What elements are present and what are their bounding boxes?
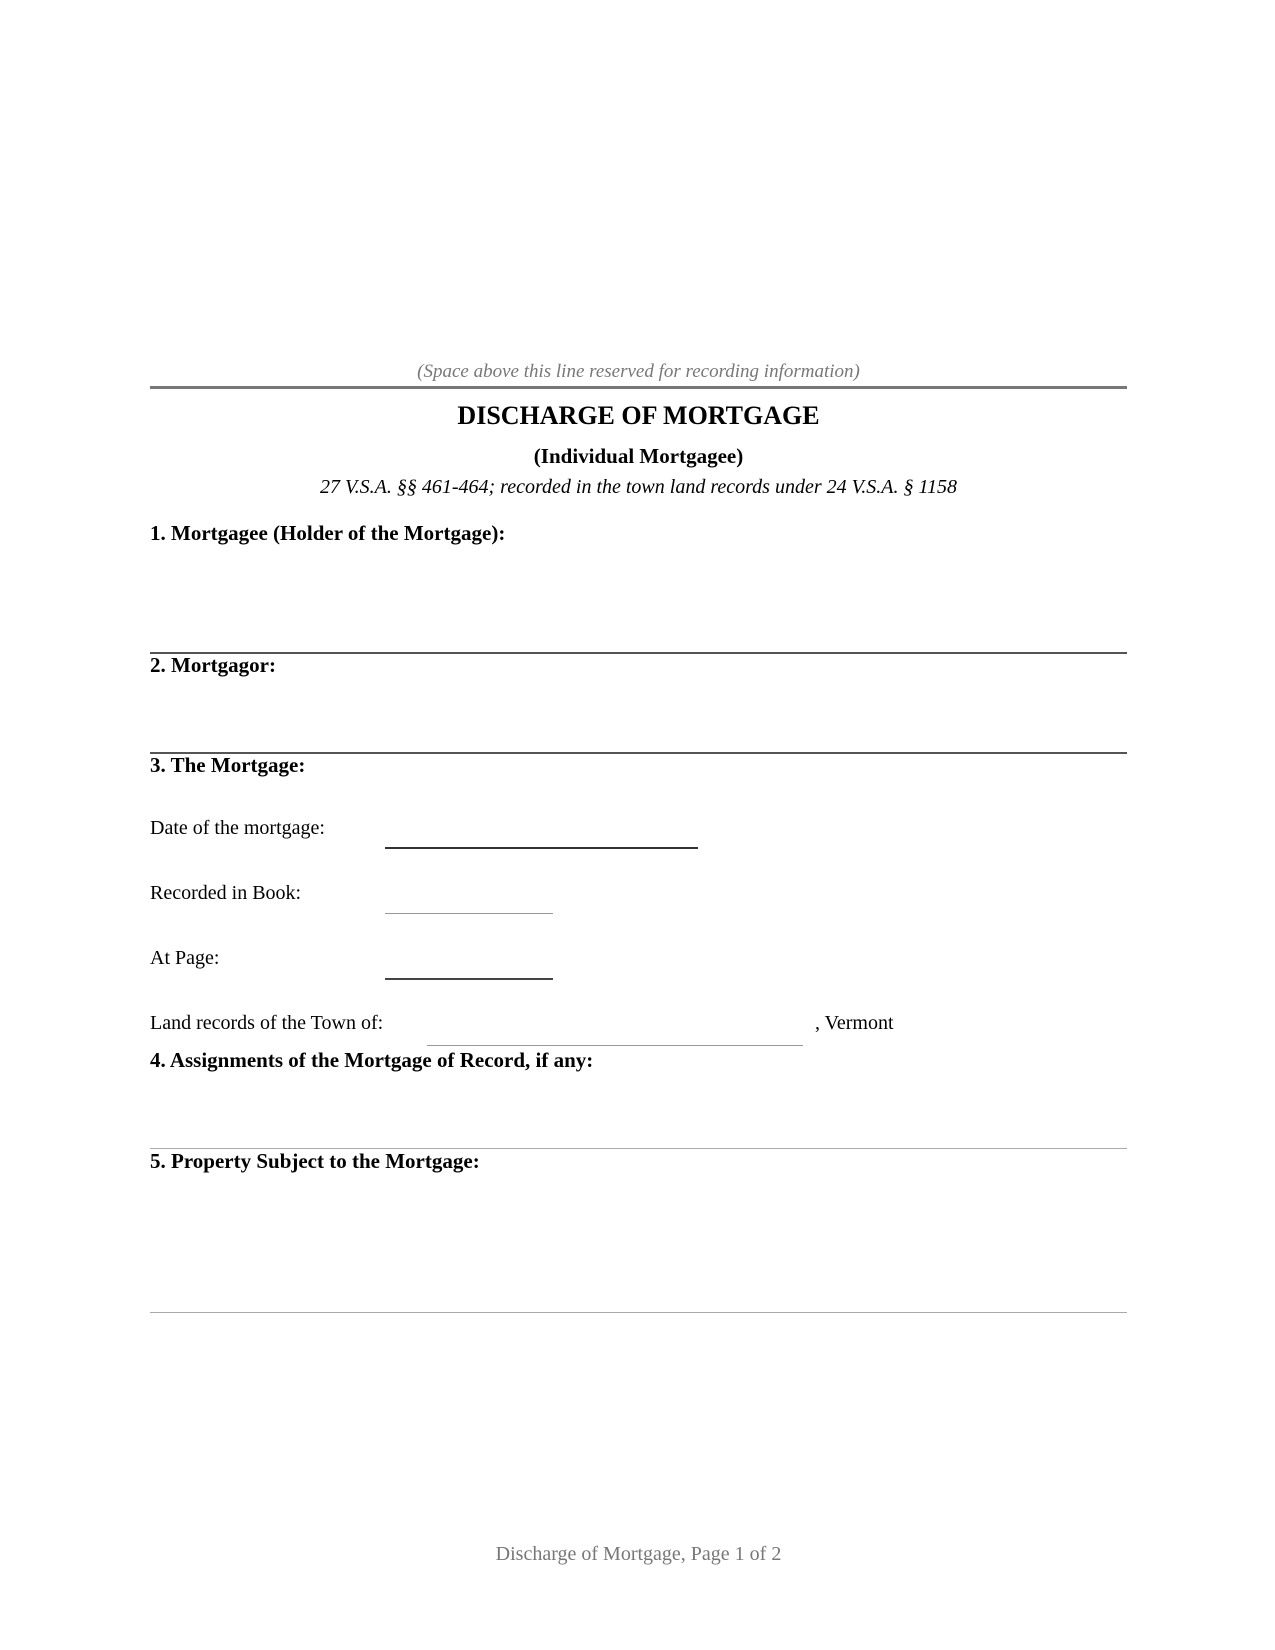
- town-state-suffix: , Vermont: [815, 1012, 894, 1034]
- recorded-book-label: Recorded in Book:: [150, 882, 302, 904]
- section-heading-mortgage: 3. The Mortgage:: [150, 753, 306, 777]
- page-footer: Discharge of Mortgage, Page 1 of 2: [495, 1543, 782, 1565]
- property-entry-line[interactable]: [150, 1312, 1127, 1313]
- section-heading-mortgagee: 1. Mortgagee (Holder of the Mortgage):: [150, 521, 506, 545]
- section-heading-assignments: 4. Assignments of the Mortgage of Record, if any:: [150, 1048, 594, 1072]
- statute-reference: 27 V.S.A. §§ 461-464; recorded in the town land records under 24 V.S.A. § 1158: [320, 476, 957, 498]
- document-subtitle: (Individual Mortgagee): [533, 444, 744, 468]
- recording-divider: [150, 386, 1127, 389]
- town-records-label: Land records of the Town of:: [150, 1012, 384, 1034]
- at-page-label: At Page:: [150, 947, 220, 969]
- town-field[interactable]: [427, 1045, 803, 1046]
- recording-reserved-note: (Space above this line reserved for recording information): [417, 361, 860, 382]
- section-heading-mortgagor: 2. Mortgagor:: [150, 653, 276, 677]
- at-page-field[interactable]: [385, 978, 553, 980]
- mortgage-date-field[interactable]: [385, 847, 698, 849]
- recorded-book-field[interactable]: [385, 913, 553, 914]
- section-heading-property: 5. Property Subject to the Mortgage:: [150, 1149, 480, 1173]
- mortgagee-entry-line[interactable]: [150, 652, 1127, 654]
- mortgage-date-label: Date of the mortgage:: [150, 817, 325, 839]
- document-title: DISCHARGE OF MORTGAGE: [457, 401, 820, 430]
